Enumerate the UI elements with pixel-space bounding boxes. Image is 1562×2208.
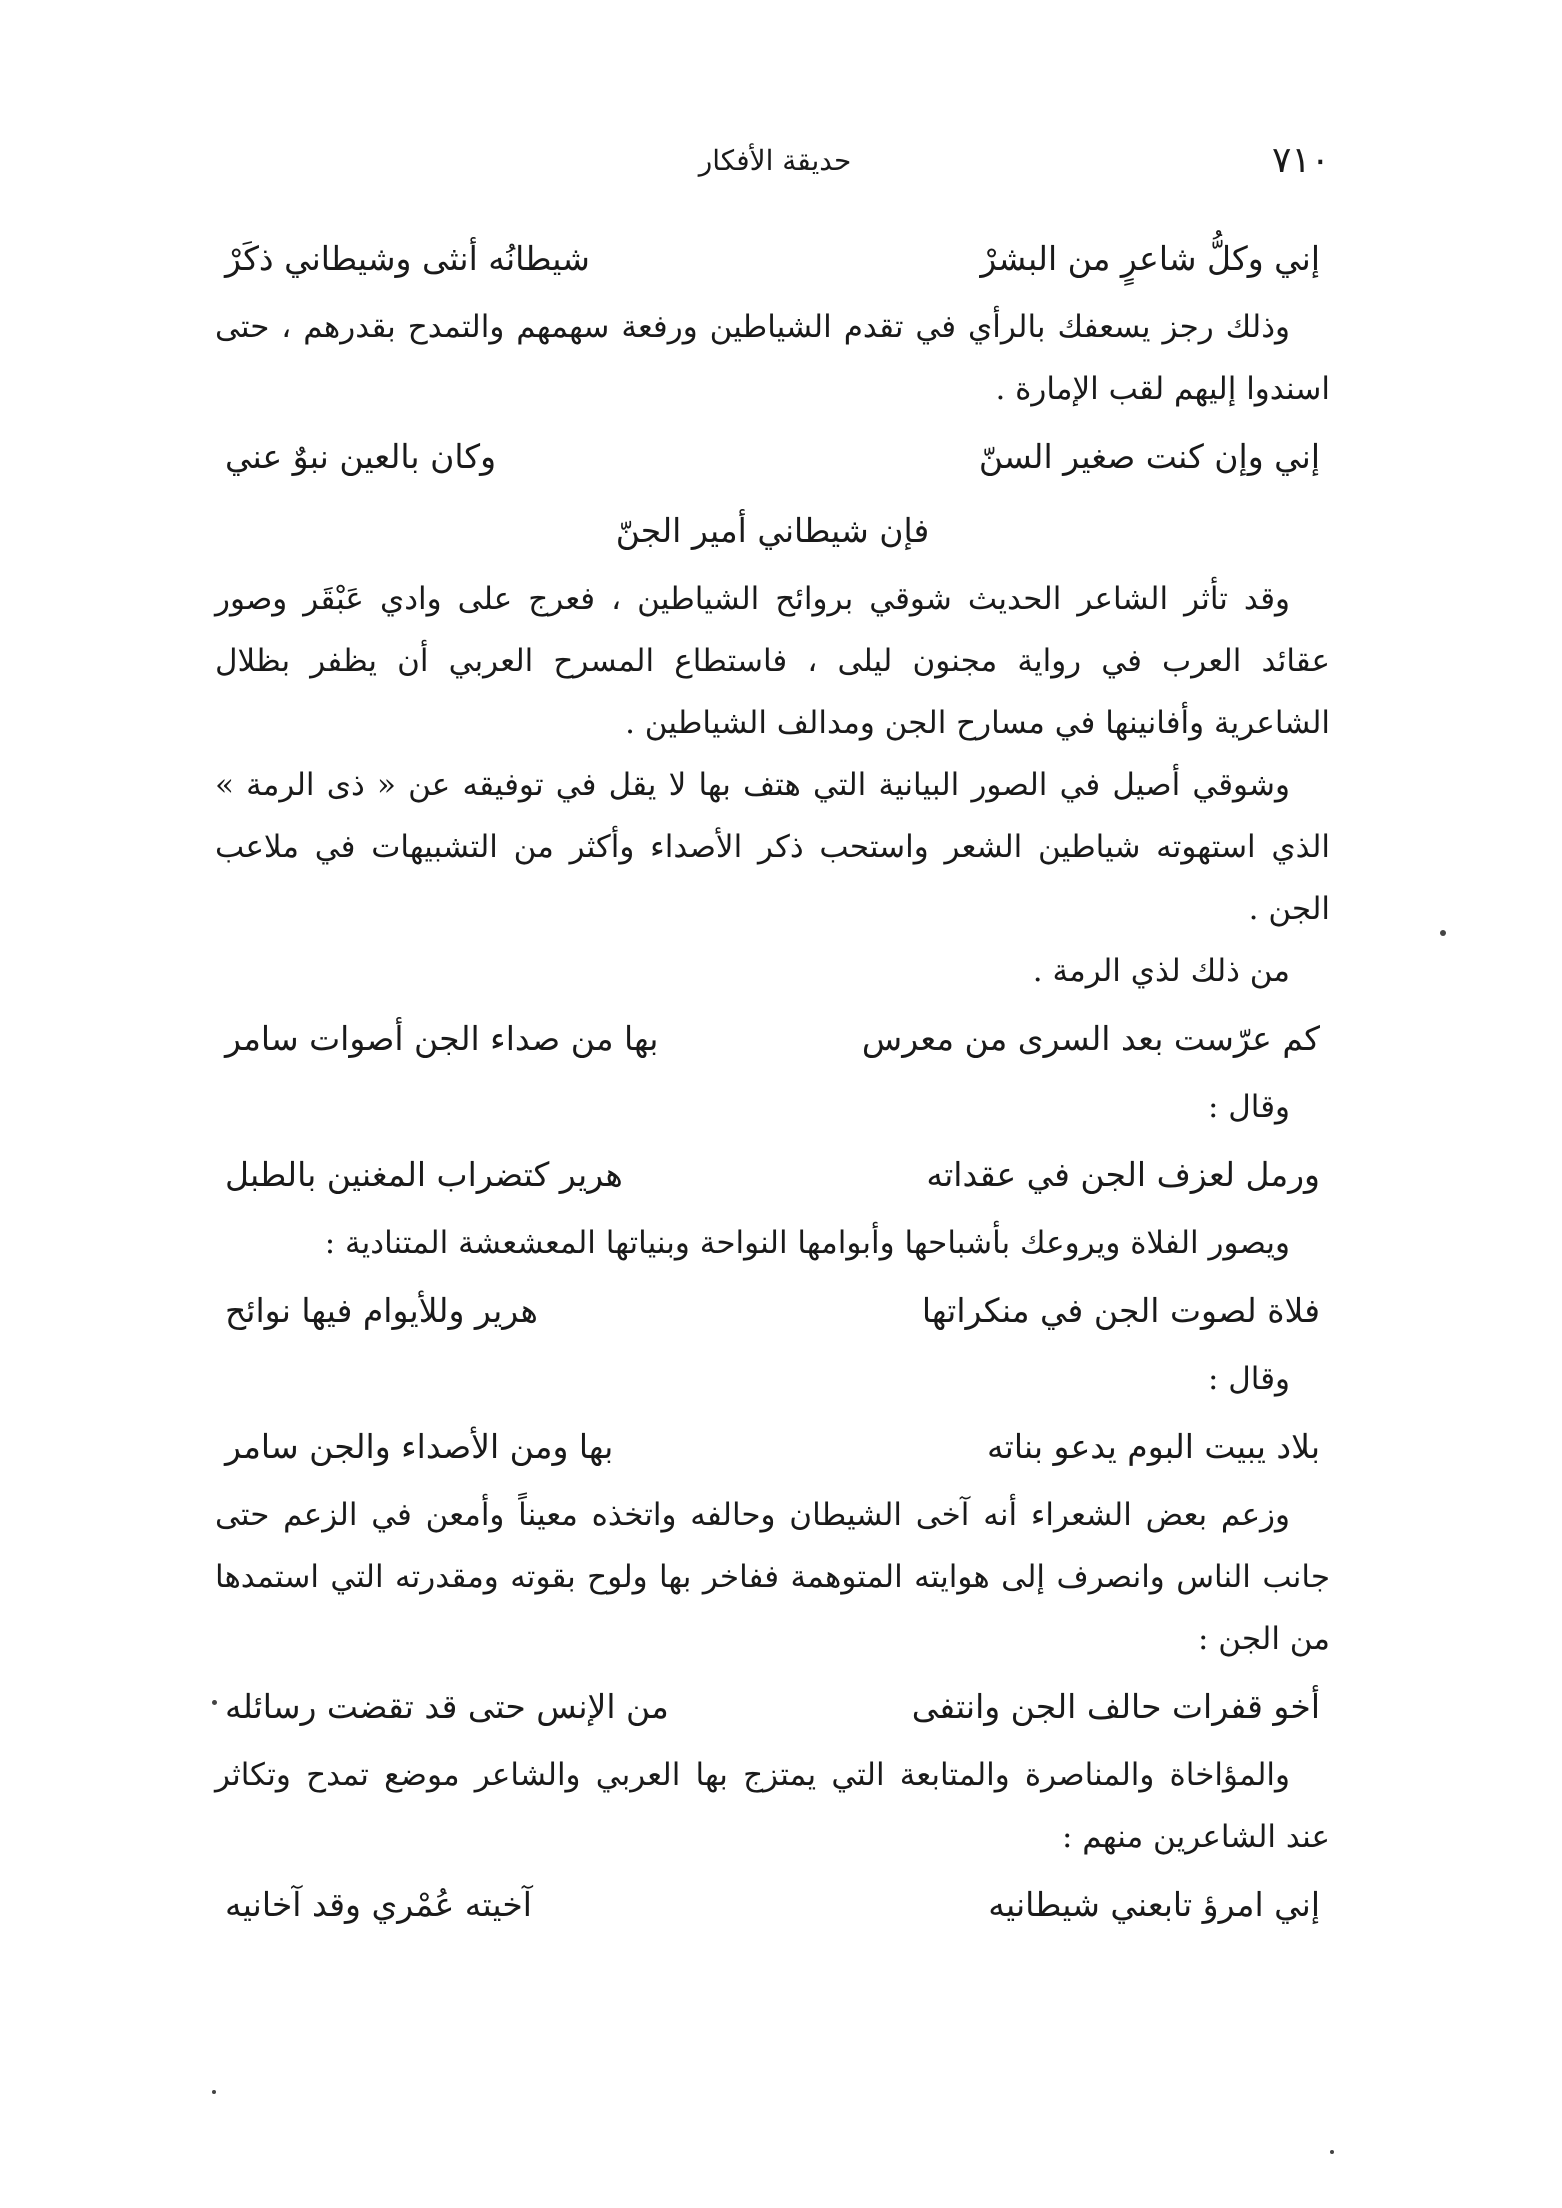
verse-hemistich-first: بلاد يبيت البوم يدعو بناته [986, 1427, 1320, 1466]
intro-line: ويصور الفلاة ويروعك بأشباحها وأبوامها النواحة وبنياتها المعشعشة المتنادية : [324, 1225, 1290, 1261]
scan-speck [212, 2090, 216, 2094]
running-title: حديقة الأفكار [698, 144, 852, 177]
prose-paragraph: وقد تأثر الشاعر الحديث شوقي بروائح الشياطين ، فعرج على وادي عَبْقَر وصور عقائد العرب في رواية مجنون ليلى ، فاستطاع المسرح العربي أن يظفر بظلال الشاعرية وأفانينها في مسارح الجن ومدالف الشياطين . [215, 581, 1330, 741]
verse-hemistich-first: أخو قفرات حالف الجن وانتفى [911, 1687, 1320, 1726]
verse-hemistich-first: إني وإن كنت صغير السنّ [978, 437, 1320, 476]
intro-line: من ذلك لذي الرمة . [1032, 953, 1290, 989]
verse-line [215, 420, 1330, 494]
verse-hemistich-first: فلاة لصوت الجن في منكراتها [921, 1291, 1320, 1330]
verse-hemistich-second: آخيته عُمْري وقد آخانيه [225, 1885, 532, 1924]
verse-hemistich-second: هرير كتضراب المغنين بالطبل [225, 1155, 623, 1194]
verse-line [215, 1670, 1330, 1744]
verse-hemistich-second: وكان بالعين نبوٌ عني [225, 437, 497, 476]
verse-hemistich-first: ورمل لعزف الجن في عقداته [926, 1155, 1320, 1194]
verse-hemistich-first: إني امرؤ تابعني شيطانيه [988, 1885, 1320, 1924]
verse-line [215, 1274, 1330, 1348]
verse-line [215, 1002, 1330, 1076]
prose-paragraph: وذلك رجز يسعفك بالرأي في تقدم الشياطين ورفعة سهمهم والتمدح بقدرهم ، حتى اسندوا إليهم لقب الإمارة . [215, 309, 1330, 407]
scan-speck [1440, 930, 1446, 936]
verse-line [215, 222, 1330, 296]
scan-speck [1330, 2150, 1334, 2154]
page-header [220, 140, 1330, 200]
page-number: ٧١٠ [1271, 140, 1330, 181]
prose-paragraph: وزعم بعض الشعراء أنه آخى الشيطان وحالفه واتخذه معيناً وأمعن في الزعم حتى جانب الناس وانصرف إلى هوايته المتوهمة ففاخر بها ولوح بقوته ومقدرته التي استمدها من الجن : [215, 1497, 1330, 1657]
verse-hemistich-first: كم عرّست بعد السرى من معرس [861, 1019, 1320, 1058]
prose-paragraph: والمؤاخاة والمناصرة والمتابعة التي يمتزج بها العربي والشاعر موضع تمدح وتكاثر عند الشاعرين منهم : [215, 1757, 1330, 1855]
verse-hemistich-first: إني وكلُّ شاعرٍ من البشرْ [980, 239, 1320, 278]
verse-hemistich-second: من الإنس حتى قد تقضت رسائله [225, 1687, 669, 1726]
scan-speck [212, 1700, 217, 1705]
intro-line: وقال : [1207, 1089, 1290, 1125]
verse-line [215, 1138, 1330, 1212]
intro-line: وقال : [1207, 1361, 1290, 1397]
page-body [215, 222, 1330, 1942]
verse-hemistich-second: بها من صداء الجن أصوات سامر [225, 1019, 659, 1058]
verse-line [215, 1868, 1330, 1942]
verse-hemistich-second: شيطانُه أنثى وشيطاني ذكَرْ [225, 239, 590, 278]
verse-line-single: فإن شيطاني أمير الجنّ [615, 511, 930, 550]
prose-paragraph: وشوقي أصيل في الصور البيانية التي هتف بها لا يقل في توفيقه عن « ذى الرمة » الذي استهوته شياطين الشعر واستحب ذكر الأصداء وأكثر من التشبيهات في ملاعب الجن . [215, 767, 1330, 927]
verse-hemistich-second: بها ومن الأصداء والجن سامر [225, 1427, 614, 1466]
verse-hemistich-second: هرير وللأيوام فيها نوائح [225, 1291, 538, 1330]
verse-line [215, 1410, 1330, 1484]
